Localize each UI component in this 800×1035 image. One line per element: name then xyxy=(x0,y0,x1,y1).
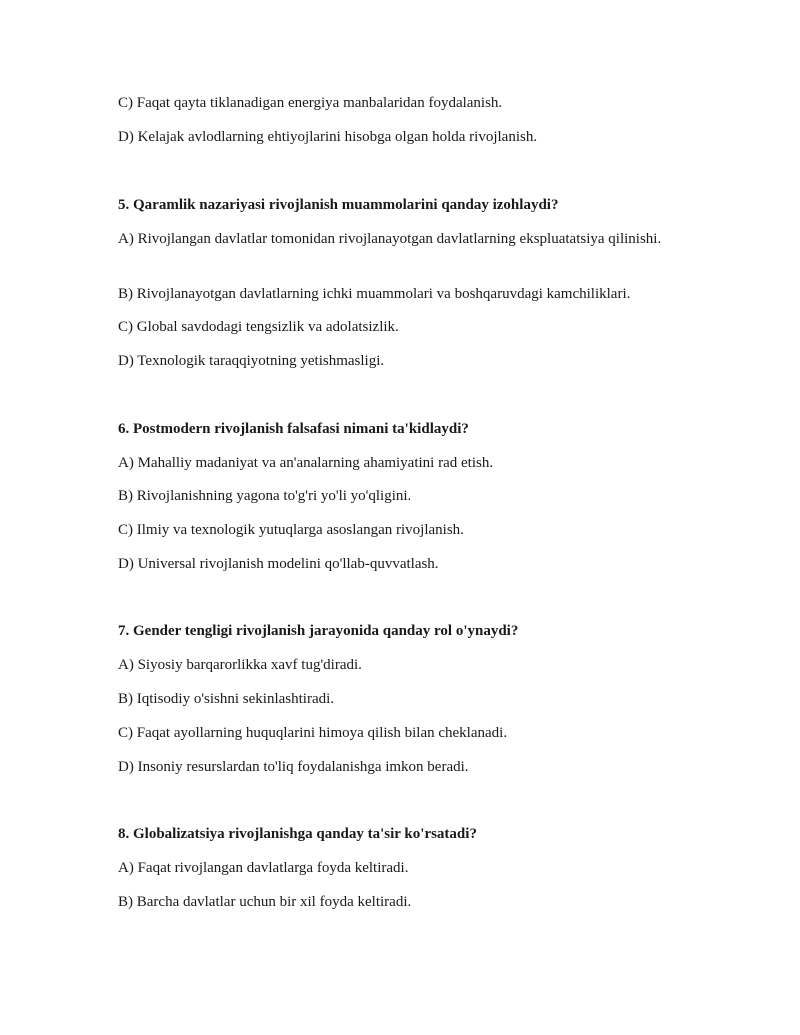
question-8: 8. Globalizatsiya rivojlanishga qanday ta'sir ko'rsatadi? xyxy=(118,826,477,842)
question-7-option-d: D) Insoniy resurslardan to'liq foydalanishga imkon beradi. xyxy=(118,759,469,775)
question-7-option-b: B) Iqtisodiy o'sishni sekinlashtiradi. xyxy=(118,691,335,707)
question-8-option-a: A) Faqat rivojlangan davlatlarga foyda keltiradi. xyxy=(118,860,409,876)
question-5-option-c: C) Global savdodagi tengsizlik va adolatsizlik. xyxy=(118,319,399,335)
option-c-prev: C) Faqat qayta tiklanadigan energiya manbalaridan foydalanish. xyxy=(118,95,503,111)
question-7: 7. Gender tengligi rivojlanish jarayonida qanday rol o'ynaydi? xyxy=(118,623,519,639)
question-7-option-c: C) Faqat ayollarning huquqlarini himoya qilish bilan cheklanadi. xyxy=(118,725,508,741)
question-6: 6. Postmodern rivojlanish falsafasi nimani ta'kidlaydi? xyxy=(118,421,469,437)
question-8-option-b: B) Barcha davlatlar uchun bir xil foyda keltiradi. xyxy=(118,894,412,910)
question-5-option-d: D) Texnologik taraqqiyotning yetishmasligi. xyxy=(118,353,385,369)
question-6-option-d: D) Universal rivojlanish modelini qo'llab-quvvatlash. xyxy=(118,556,439,572)
question-7-option-a: A) Siyosiy barqarorlikka xavf tug'diradi. xyxy=(118,657,362,673)
option-d-prev: D) Kelajak avlodlarning ehtiyojlarini hisobga olgan holda rivojlanish. xyxy=(118,129,538,145)
question-6-option-a: A) Mahalliy madaniyat va an'analarning ahamiyatini rad etish. xyxy=(118,455,494,471)
question-6-option-c: C) Ilmiy va texnologik yutuqlarga asoslangan rivojlanish. xyxy=(118,522,464,538)
question-5-option-a: A) Rivojlangan davlatlar tomonidan rivojlanayotgan davlatlarning ekspluatatsiya qilinishi. xyxy=(118,231,662,247)
question-6-option-b: B) Rivojlanishning yagona to'g'ri yo'li yo'qligini. xyxy=(118,488,412,504)
question-5: 5. Qaramlik nazariyasi rivojlanish muammolarini qanday izohlaydi? xyxy=(118,197,559,213)
question-5-option-b: B) Rivojlanayotgan davlatlarning ichki muammolari va boshqaruvdagi kamchiliklari. xyxy=(118,286,631,302)
